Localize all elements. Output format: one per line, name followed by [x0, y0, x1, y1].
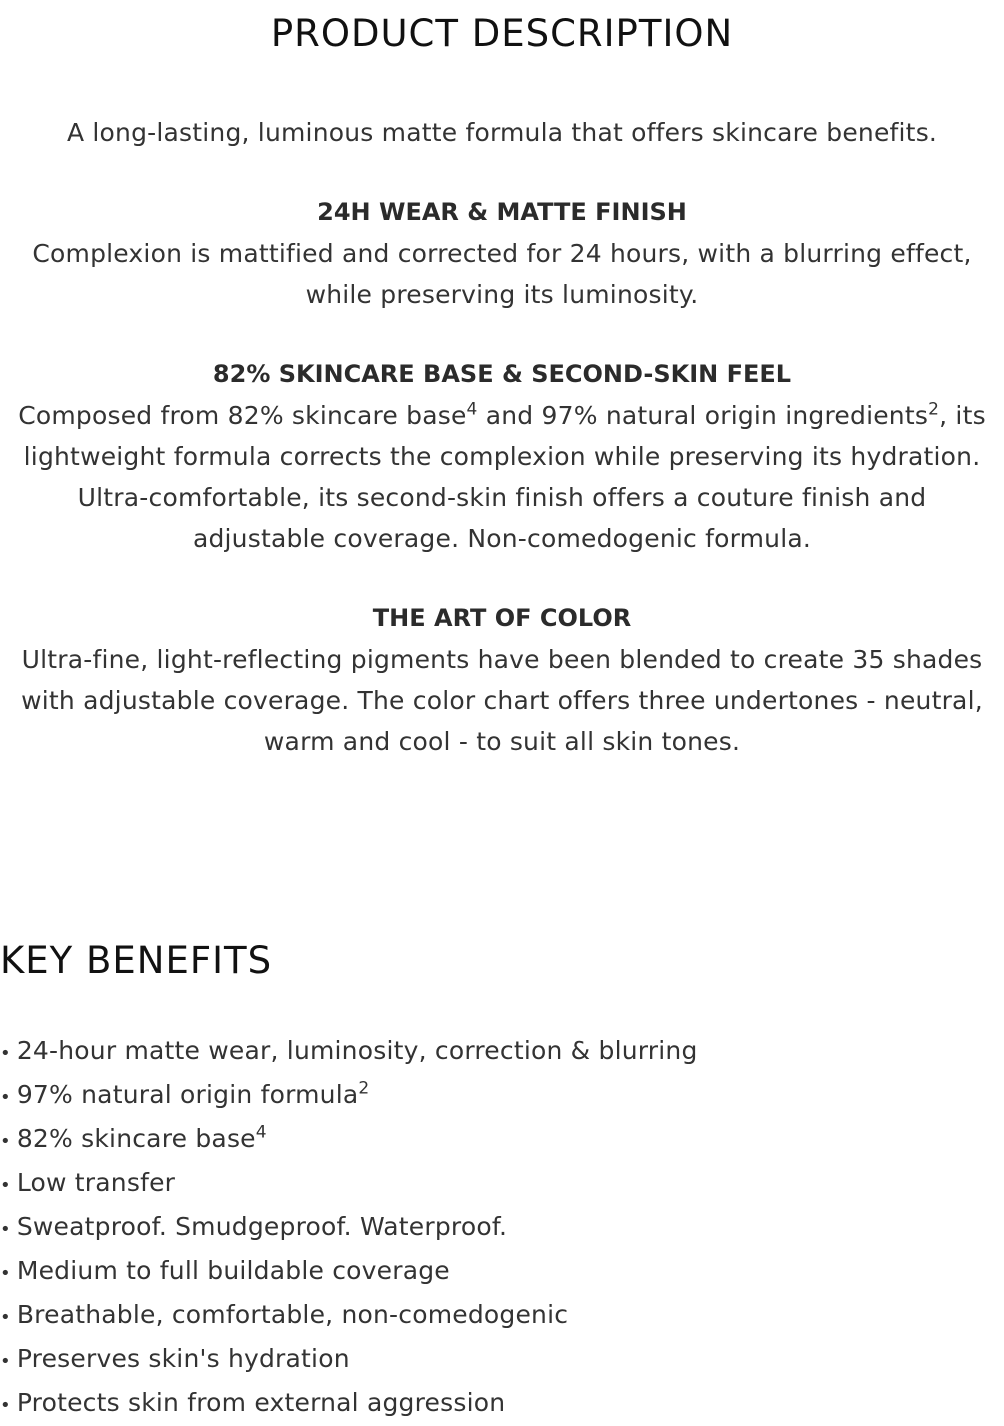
footnote-marker: 2: [358, 1078, 370, 1099]
benefit-text: Medium to full buildable coverage: [16, 1256, 450, 1285]
bullet-icon: •: [0, 1307, 11, 1328]
footnote-marker: 4: [466, 399, 478, 420]
section-text-part: , its lightweight formula corrects the complexion while preserving its hydration. Ultra-comfortable, its second-skin finish offers a couture finish and adjustable coverage. Non-comedogenic formula.: [23, 401, 986, 553]
benefit-item: [0, 1030, 1004, 1074]
bullet-icon: •: [0, 1131, 11, 1152]
benefit-text: Preserves skin's hydration: [16, 1344, 350, 1373]
benefit-text: 24-hour matte wear, luminosity, correction & blurring: [16, 1036, 698, 1065]
benefit-item: [0, 1294, 1004, 1338]
section-title: 24H WEAR & MATTE FINISH: [317, 198, 687, 226]
benefit-item: [0, 1250, 1004, 1294]
benefit-item: [0, 1074, 1004, 1118]
section-24h-wear: [0, 192, 1004, 315]
benefit-item: [0, 1206, 1004, 1250]
footnote-marker: 2: [928, 399, 940, 420]
benefit-item: [0, 1382, 1004, 1426]
section-skincare-base: [0, 354, 1004, 559]
section-art-of-color: [0, 598, 1004, 762]
bullet-icon: •: [0, 1395, 11, 1416]
section-text: Ultra-fine, light-reflecting pigments have been blended to create 35 shades with adjustable coverage. The color chart offers three undertones - neutral, warm and cool - to suit all skin tones.: [21, 645, 983, 756]
key-benefits-list: [0, 1030, 1004, 1426]
section-title: 82% SKINCARE BASE & SECOND-SKIN FEEL: [212, 360, 792, 388]
benefit-item: [0, 1162, 1004, 1206]
benefit-text: Low transfer: [16, 1168, 176, 1197]
benefit-text: Protects skin from external aggression: [16, 1388, 506, 1417]
benefit-item: [0, 1338, 1004, 1382]
section-text-part: and 97% natural origin ingredients: [477, 401, 929, 430]
benefit-text: 97% natural origin formula: [16, 1080, 359, 1109]
bullet-icon: •: [0, 1175, 11, 1196]
product-intro-text: A long-lasting, luminous matte formula that offers skincare benefits.: [66, 118, 938, 147]
benefit-text: Sweatproof. Smudgeproof. Waterproof.: [16, 1212, 508, 1241]
section-title: THE ART OF COLOR: [372, 604, 632, 632]
section-text-part: Composed from 82% skincare base: [18, 401, 467, 430]
section-text: Complexion is mattified and corrected for 24 hours, with a blurring effect, while preserving its luminosity.: [32, 239, 972, 309]
bullet-icon: •: [0, 1043, 11, 1064]
footnote-marker: 4: [255, 1122, 267, 1143]
benefit-item: [0, 1118, 1004, 1162]
section-text: [0, 395, 1004, 559]
bullet-icon: •: [0, 1219, 11, 1240]
key-benefits-title: KEY BENEFITS: [0, 939, 273, 982]
bullet-icon: •: [0, 1351, 11, 1372]
benefit-text: 82% skincare base: [16, 1124, 256, 1153]
bullet-icon: •: [0, 1263, 11, 1284]
product-description-title: PRODUCT DESCRIPTION: [270, 12, 734, 55]
benefit-text: Breathable, comfortable, non-comedogenic: [16, 1300, 569, 1329]
bullet-icon: •: [0, 1087, 11, 1108]
